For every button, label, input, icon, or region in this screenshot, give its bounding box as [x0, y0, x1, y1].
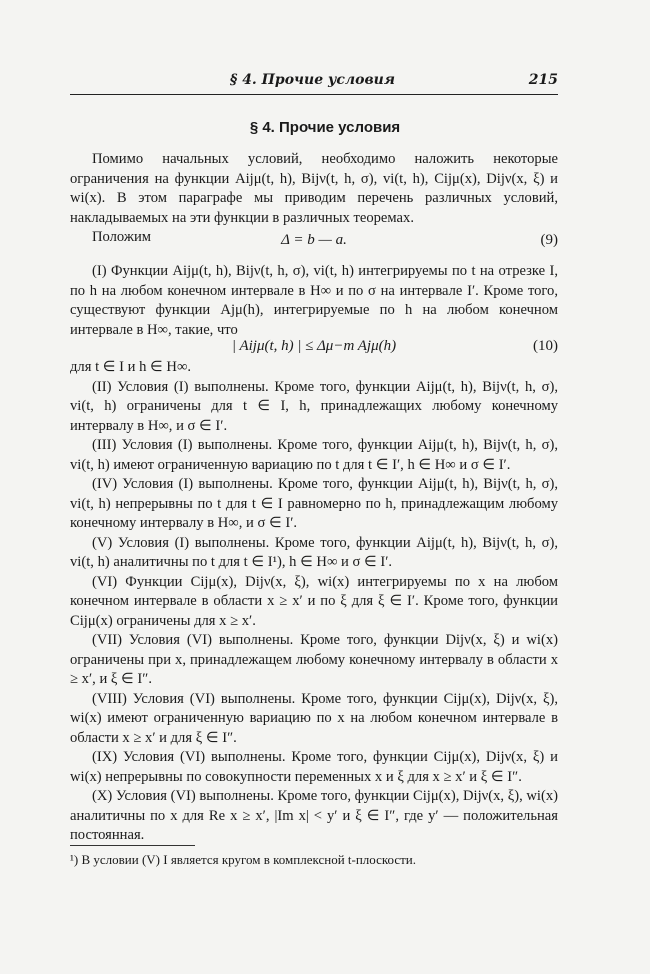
- footnote-rule: [70, 845, 195, 846]
- condition-item: (VIII) Условия (VI) выполнены. Кроме того, функции Cijμ(x), Dijν(x, ξ), wi(x) имеют ограниченную вариацию по x на любом конечном интервале в области x ≥ x′ и для ξ ∈ I″.: [70, 690, 558, 746]
- polozhim-text: Положим: [92, 229, 151, 245]
- equation-10-number: (10): [533, 338, 558, 354]
- equation-9-number: (9): [540, 232, 558, 248]
- condition-item: (IX) Условия (VI) выполнены. Кроме того, функции Cijμ(x), Dijν(x, ξ) и wi(x) непрерывны по совокупности переменных x и ξ для x ≥ x′ и ξ ∈ I″.: [70, 749, 558, 785]
- equation-9-body: Δ = b — a.: [281, 232, 347, 248]
- condition-item: (X) Условия (VI) выполнены. Кроме того, функции Cijμ(x), Dijν(x, ξ), wi(x) аналитичны по x для Re x ≥ x′, |Im x| < y′ и ξ ∈ I″, где y′ — положительная постоянная.: [70, 788, 558, 843]
- condition-1: [70, 262, 558, 340]
- condition-item: (VII) Условия (VI) выполнены. Кроме того, функции Dijν(x, ξ) и wi(x) ограничены при x, принадлежащем любому конечному интервалу в области x ≥ x′, и ξ ∈ I″.: [70, 632, 558, 687]
- equation-10-body: | Aijμ(t, h) | ≤ Δμ−m Ajμ(h): [231, 338, 397, 354]
- footnote: ¹) В условии (V) I является кругом в комплексной t-плоскости.: [70, 852, 417, 867]
- condition-item: (III) Условия (I) выполнены. Кроме того, функции Aijμ(t, h), Bijν(t, h, σ), vi(t, h) имеют ограниченную вариацию по t для t ∈ I′, h ∈ H∞ и σ ∈ I′.: [70, 437, 558, 473]
- equation-10-tail: для t ∈ I и h ∈ H∞.: [70, 359, 191, 375]
- equation-10: [70, 338, 558, 358]
- condition-item: (V) Условия (I) выполнены. Кроме того, функции Aijμ(t, h), Bijν(t, h, σ), vi(t, h) аналитичны по t для t ∈ I¹), h ∈ H∞ и σ ∈ I′.: [70, 534, 558, 570]
- condition-1-text: (I) Функции Aijμ(t, h), Bijν(t, h, σ), vi(t, h) интегрируемы по t на отрезке I, по h на любом конечном интервале в H∞ и по σ на интервале I′. Кроме того, существуют функции Ajμ(h), интегрируемые по h на любом конечном интервале в H∞, такие, что: [70, 263, 558, 338]
- page-number: 215: [528, 72, 558, 88]
- intro-text: Помимо начальных условий, необходимо наложить некоторые ограничения на функции Aijμ(t, h), Bijν(t, h, σ), vi(t, h), Cijμ(x), Dijν(x, ξ) и wi(x). В этом параграфе мы приводим перечень различных условий, накладываемых на эти функции в различных теоремах.: [70, 151, 558, 226]
- conditions-list: [70, 358, 558, 846]
- condition-item: (VI) Функции Cijμ(x), Dijν(x, ξ), wi(x) интегрируемы по x на любом конечном интервале в области x ≥ x′ и по ξ для ξ ∈ I′. Кроме того, функции Cijμ(x) ограничены для x ≥ x′.: [70, 573, 558, 629]
- running-header: [70, 70, 558, 95]
- equation-9: [70, 232, 558, 252]
- section-title: § 4. Прочие условия: [249, 119, 401, 136]
- header-title: § 4. Прочие условия: [230, 72, 396, 88]
- condition-item: (II) Условия (I) выполнены. Кроме того, функции Aijμ(t, h), Bijν(t, h, σ), vi(t, h) ограничены для t ∈ I, h, принадлежащих любому конечному интервалу в H∞, и σ ∈ I′.: [70, 378, 558, 434]
- condition-item: (IV) Условия (I) выполнены. Кроме того, функции Aijμ(t, h), Bijν(t, h, σ), vi(t, h) непрерывны по t для t ∈ I равномерно по h, принадлежащим любому конечному интервалу в H∞, и σ ∈ I′.: [70, 476, 558, 531]
